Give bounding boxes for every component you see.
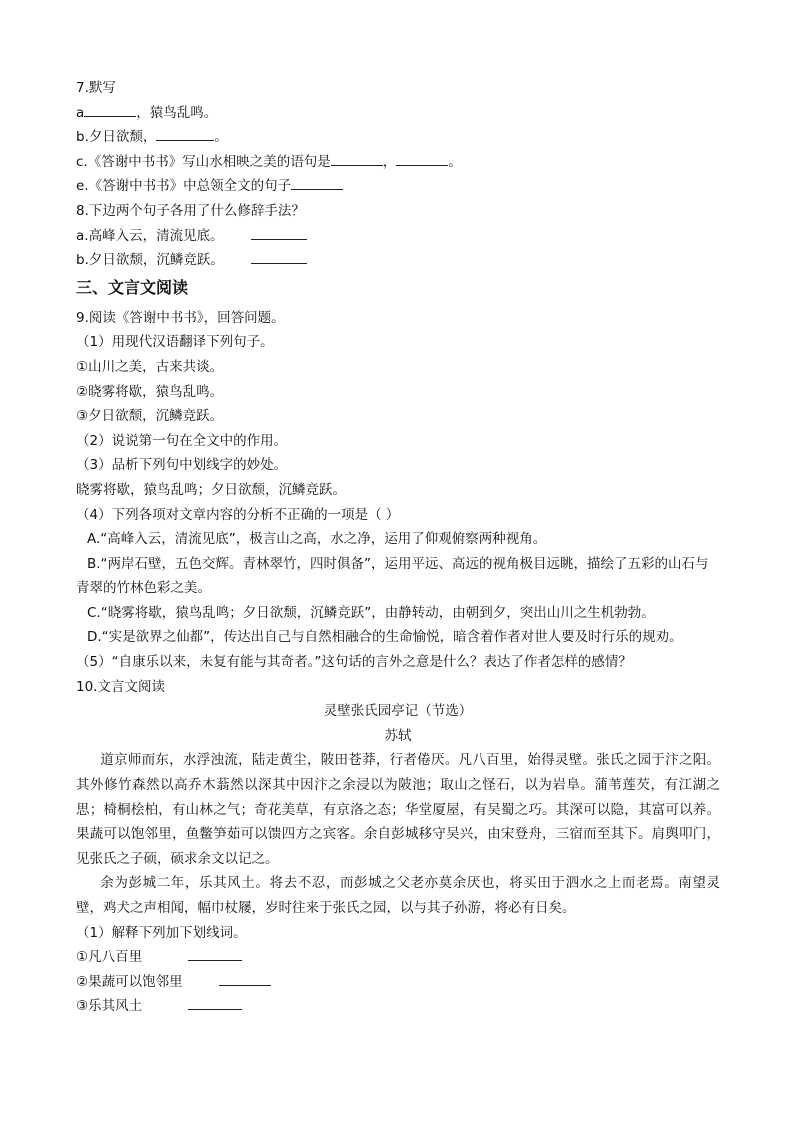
q9-option-a[interactable]: A.“高峰入云，清流见底”，极言山之高，水之净，运用了仰观俯察两种视角。: [87, 531, 547, 548]
q10-title: 10.文言文阅读: [76, 678, 165, 695]
q7-a-prefix: a: [76, 104, 85, 121]
answer-blank[interactable]: [331, 150, 383, 166]
q8-b-text: b.夕日欲颓，沉鳞竞跃。: [76, 252, 224, 269]
q9-option-b[interactable]: B.“两岸石壁，五色交辉。青林翠竹，四时俱备”，运用平远、高远的视角极目远眺，描绘了五彩的山石与: [87, 555, 709, 572]
q9-sub-2: （2）说说第一句在全文中的作用。: [76, 432, 288, 449]
answer-blank[interactable]: [188, 994, 242, 1010]
essay-title: 灵壁张氏园亭记（节选）: [323, 703, 473, 720]
q7-b-suffix: 。: [214, 129, 228, 146]
q7-c-prefix: c.《答谢中书书》写山水相映之美的语句是: [76, 153, 331, 170]
q7-c-suffix: 。: [448, 153, 462, 170]
answer-blank[interactable]: [84, 101, 136, 117]
q7-item-c: [76, 150, 720, 175]
q8-a-text: a.高峰入云，清流见底。: [76, 227, 224, 244]
q10-word-1-text: ①凡八百里: [76, 949, 143, 966]
q7-c-mid: ，: [382, 153, 397, 170]
q10-sub-1: （1）解释下列加下划线词。: [76, 924, 247, 941]
section-heading: 三、文言文阅读: [76, 277, 189, 297]
q8-item-b: [76, 248, 720, 273]
q7-b-prefix: b.夕日欲颓，: [76, 129, 157, 146]
q10-word-2: [76, 970, 720, 995]
answer-blank[interactable]: [156, 125, 214, 141]
q9-sub-5: （5）“自康乐以来，未复有能与其奇者。”这句话的言外之意是什么？表达了作者怎样的感情？: [76, 654, 632, 671]
q9-sub-1: （1）用现代汉语翻译下列句子。: [76, 334, 274, 351]
answer-blank[interactable]: [396, 150, 448, 166]
q9-option-d[interactable]: D.“实是欲界之仙都”，传达出自己与自然相融合的生命愉悦，暗含着作者对世人要及时行乐的规劝。: [87, 629, 683, 646]
q9-sentence-3: ③夕日欲颓，沉鳞竞跃。: [76, 408, 224, 425]
q7-item-b: [76, 125, 720, 150]
q10-word-1: [76, 945, 720, 970]
q9-sentence-1: ①山川之美，古来共谈。: [76, 358, 224, 375]
q7-e-prefix: e.《答谢中书书》中总领全文的句子: [76, 178, 292, 195]
q7-a-suffix: ，猿鸟乱鸣。: [136, 104, 218, 121]
essay-author: 苏轼: [384, 727, 412, 744]
q9-title: 9.阅读《答谢中书书》，回答问题。: [76, 309, 285, 326]
q9-sub-4: （4）下列各项对文章内容的分析不正确的一项是（ ）: [76, 506, 400, 523]
q9-sub-3: （3）品析下列句中划线字的妙处。: [76, 457, 288, 474]
document-page: [76, 76, 720, 1019]
q7-item-a: [76, 101, 720, 126]
q10-word-2-text: ②果蔬可以饱邻里: [76, 973, 183, 990]
q9-sentence-2: ②晓雾将歇，猿鸟乱鸣。: [76, 383, 224, 400]
q10-word-3-text: ③乐其风土: [76, 998, 143, 1015]
essay-paragraph-1: 道京师而东，水浮浊流，陆走黄尘，陂田苍莽，行者倦厌。凡八百里，始得灵壁。张氏之园于汴之阳。其外修竹森然以高乔木蓊然以深其中因汴之余浸以为陂池；取山之怪石，以为岩阜。蒲苇莲芡，有江湖之思；椅桐桧柏，有山林之气；奇花美草，有京洛之态；华堂厦屋，有吴蜀之巧。其深可以隐，其富可以养。果蔬可以饱邻里，鱼鳖笋茹可以馈四方之宾客。余自彭城移守吴兴，由宋登舟，三宿而至其下。肩舆叩门，见张氏之子硕，硕求余文以记之。: [76, 752, 720, 867]
answer-blank[interactable]: [251, 248, 307, 264]
answer-blank[interactable]: [291, 174, 343, 190]
q10-word-3: [76, 994, 720, 1019]
q9-sub-3-sentence: 晓雾将歇，猿鸟乱鸣；夕日欲颓，沉鳞竞跃。: [76, 481, 346, 498]
essay-paragraph-2: 余为彭城二年，乐其风土。将去不忍，而彭城之父老亦莫余厌也，将买田于泗水之上而老焉。南望灵壁，鸡犬之声相闻，幅巾杖屦，岁时往来于张氏之园，以与其子孙游，将必有日矣。: [76, 875, 720, 916]
q8-item-a: [76, 224, 720, 249]
answer-blank[interactable]: [251, 224, 307, 240]
answer-blank[interactable]: [188, 945, 242, 961]
q8-title: 8.下边两个句子各用了什么修辞手法？: [76, 202, 305, 219]
q9-option-c[interactable]: C.“晓雾将歇，猿鸟乱鸣；夕日欲颓，沉鳞竞跃”，由静转动，由朝到夕，突出山川之生机勃勃。: [87, 604, 655, 621]
answer-blank[interactable]: [219, 970, 271, 986]
q9-option-b-cont: 青翠的竹林色彩之美。: [76, 580, 211, 597]
q7-title: 7.默写: [76, 80, 116, 96]
q7-item-e: [76, 174, 720, 199]
